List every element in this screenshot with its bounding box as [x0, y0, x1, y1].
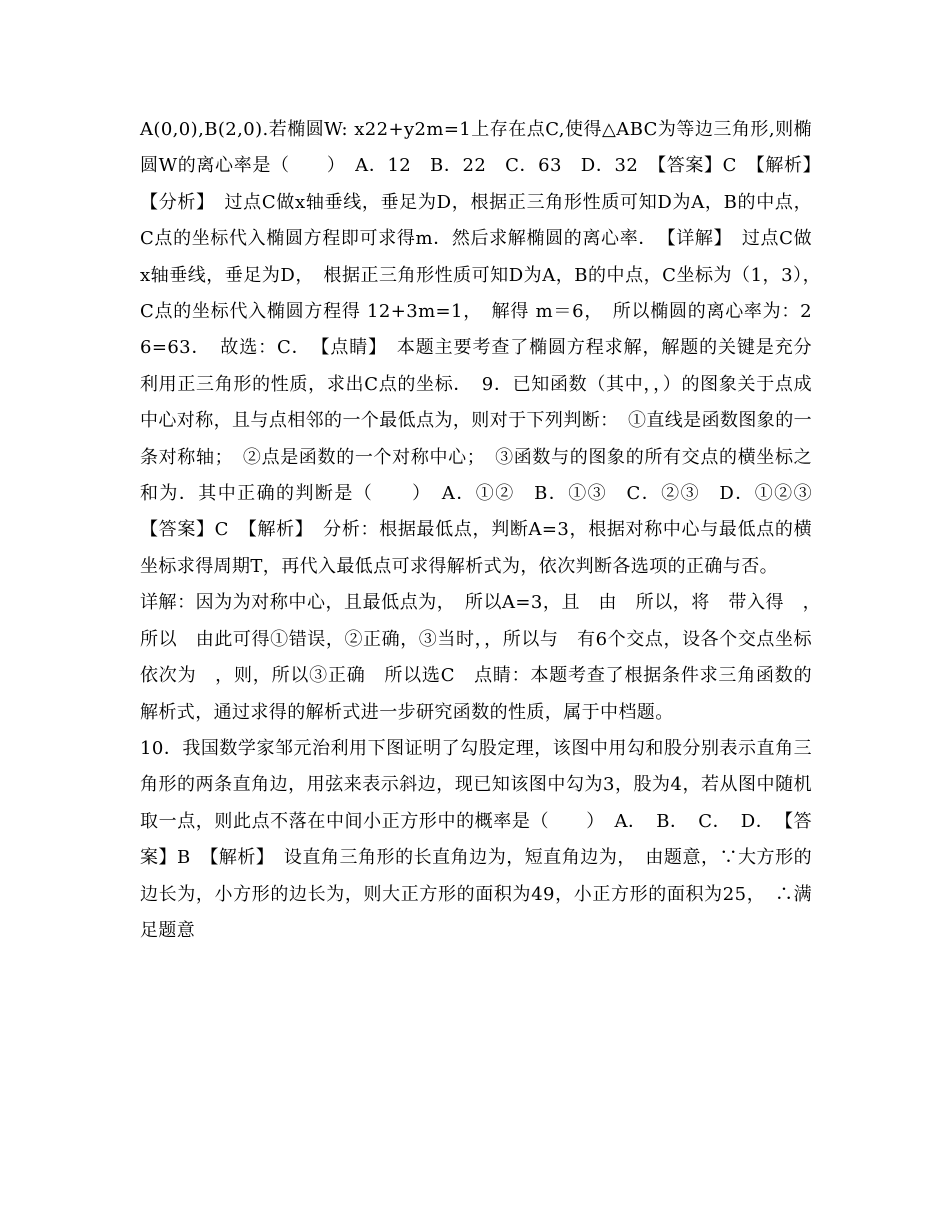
paragraph-problem-8-9: A(0,0),B(2,0).若椭圆W: x22+y2m=1上存在点C,使得△ABC为等边三角形,则椭圆W的离心率是（ ） A．12 B．22 C．63 D．32 【答案】C 【解析】 【分析】 过点C做x轴垂线，垂足为D，根据正三角形性质可知D为A，B的中点，C点的坐标代入椭圆方程即可求得m．然后求解椭圆的离心率． 【详解】 过点C做x轴垂线，垂足为D， 根据正三角形性质可知D为A，B的中点，C坐标为（1，3）， C点的坐标代入椭圆方程得 12+3m=1， 解得 m＝6， 所以椭圆的离心率为：26=63． 故选：C． 【点睛】 本题主要考查了椭圆方程求解，解题的关键是充分利用正三角形的性质，求出C点的坐标． 9．已知函数（其中，，）的图象关于点成中心对称，且与点相邻的一个最低点为，则对于下列判断： ①直线是函数图象的一条对称轴； ②点是函数的一个对称中心； ③函数与的图象的所有交点的横坐标之和为．其中正确的判断是（ ） A．①② B．①③ C．②③ D．①②③ 【答案】C 【解析】 分析：根据最低点，判断A=3，根据对称中心与最低点的横坐标求得周期T，再代入最低点可求得解析式为，依次判断各选项的正确与否。 [140, 119, 831, 577]
document-body [140, 112, 831, 949]
paragraph-problem-10: 10．我国数学家邹元治利用下图证明了勾股定理，该图中用勾和股分别表示直角三角形的两条直角边，用弦来表示斜边，现已知该图中勾为3，股为4，若从图中随机取一点，则此点不落在中间小正方形中的概率是（ ） A． B． C． D． 【答案】B 【解析】 设直角三角形的长直角边为，短直角边为， 由题意，∵大方形的边长为，小方形的边长为，则大正方形的面积为49，小正方形的面积为25， ∴满足题意 [140, 737, 812, 941]
paragraph-problem-9-detail: 详解：因为为对称中心，且最低点为， 所以A=3，且 由 所以，将 带入得 ， 所以 由此可得①错误，②正确，③当时，，所以与 有6个交点，设各个交点坐标依次为 ，则，所以③正确 所以选C 点睛：本题考查了根据条件求三角函数的解析式，通过求得的解析式进一步研究函数的性质，属于中档题。 [140, 592, 831, 723]
